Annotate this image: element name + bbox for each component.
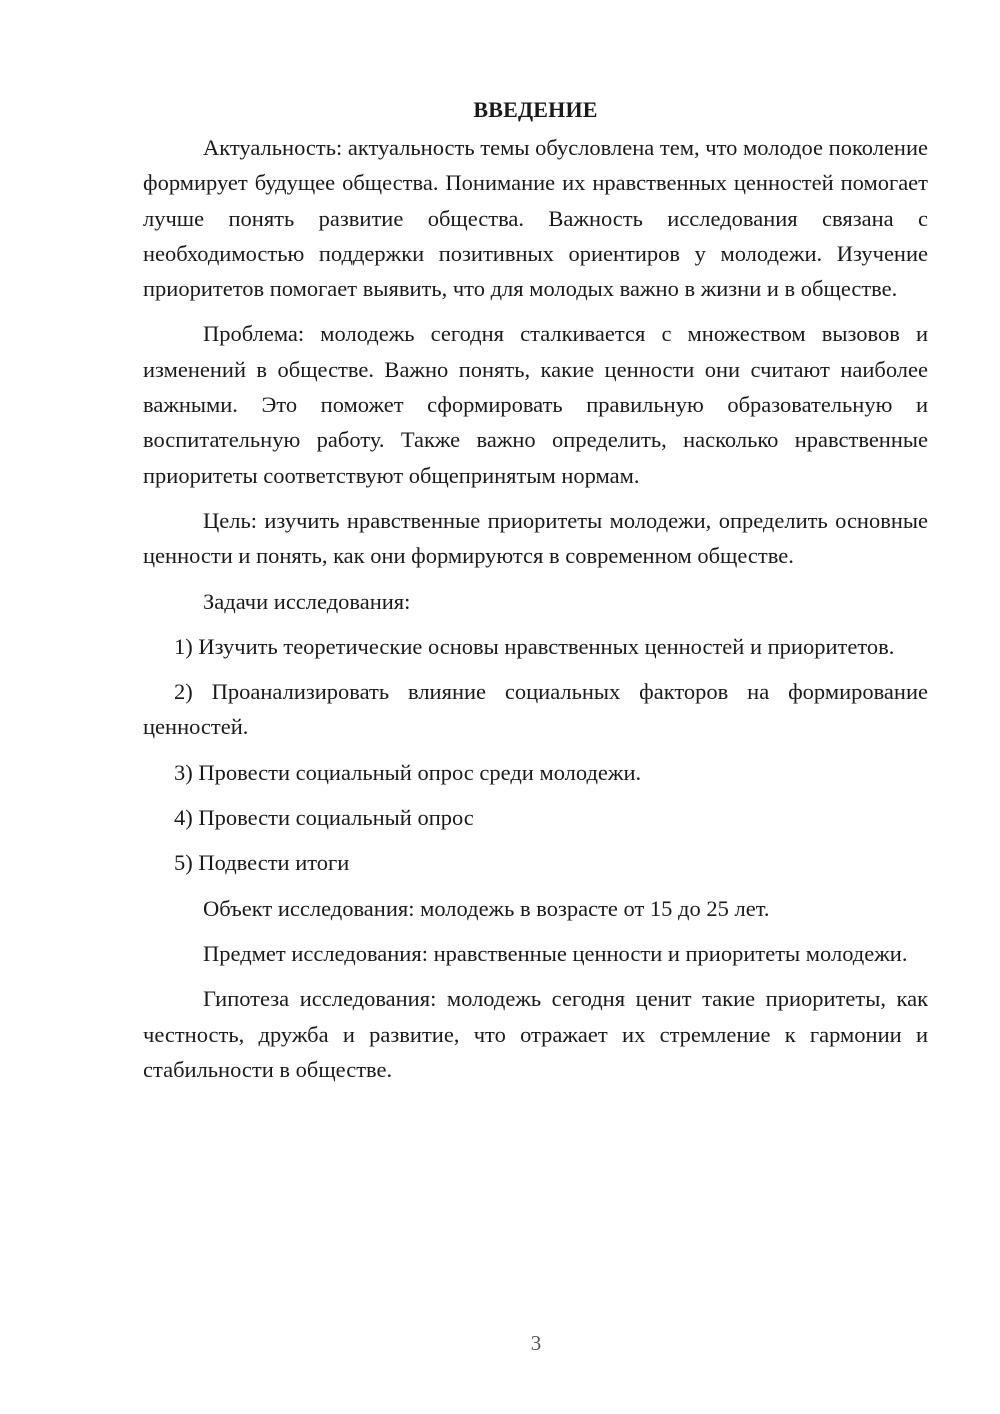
tasks-heading: Задачи исследования:	[203, 588, 411, 614]
list-item: 3) Провести социальный опрос среди молодежи.	[174, 759, 642, 785]
tasks-list	[143, 629, 928, 881]
section-title: ВВЕДЕНИЕ	[473, 97, 598, 122]
list-item: 2) Проанализировать влияние социальных факторов на формирование ценностей.	[143, 679, 928, 740]
relevance-paragraph: Актуальность: актуальность темы обусловлена тем, что молодое поколение формирует будущее общества. Понимание их нравственных ценностей помогает лучше понять развитие общества. Важность исследования связана с необходимостью поддержки позитивных ориентиров у молодежи. Изучение приоритетов помогает выявить, что для молодых важно в жизни и в обществе.	[143, 135, 928, 302]
document-page	[143, 92, 928, 1097]
list-item: 5) Подвести итоги	[174, 850, 350, 876]
hypothesis-paragraph: Гипотеза исследования: молодежь сегодня ценит такие приоритеты, как честность, дружба и развитие, что отражает их стремление к гармонии и стабильности в обществе.	[143, 986, 928, 1082]
page-number: 3	[530, 1331, 542, 1355]
list-item: 1) Изучить теоретические основы нравственных ценностей и приоритетов.	[174, 633, 895, 659]
object-paragraph: Объект исследования: молодежь в возрасте от 15 до 25 лет.	[203, 895, 770, 921]
problem-paragraph: Проблема: молодежь сегодня сталкивается с множеством вызовов и изменений в обществе. Важно понять, какие ценности они считают наиболее важными. Это поможет сформировать правильную образовательную и воспитательную работу. Также важно определить, насколько нравственные приоритеты соответствуют общепринятым нормам.	[143, 321, 928, 488]
subject-paragraph: Предмет исследования: нравственные ценности и приоритеты молодежи.	[203, 940, 908, 966]
list-item: 4) Провести социальный опрос	[174, 805, 474, 831]
goal-paragraph: Цель: изучить нравственные приоритеты молодежи, определить основные ценности и понять, как они формируются в современном обществе.	[143, 507, 928, 569]
